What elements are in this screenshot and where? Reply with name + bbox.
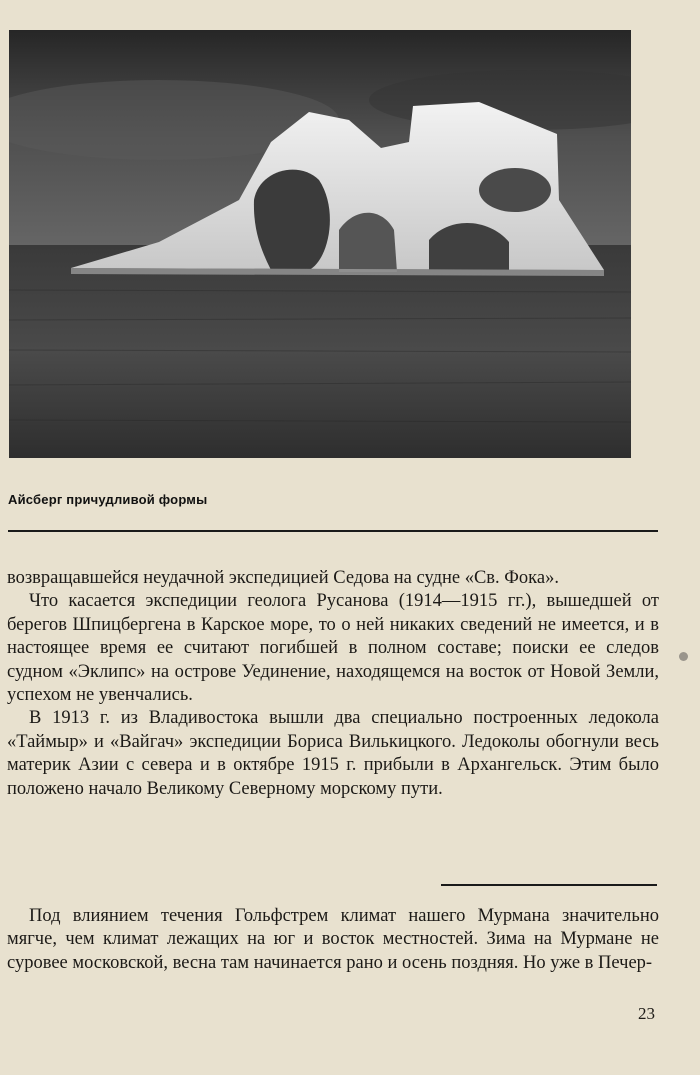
paragraph-3: В 1913 г. из Владивостока вышли два специально построенных ледокола «Таймыр» и «Вайгач» экспедиции Бориса Вилькицкого. Ледоколы обогнули весь материк Азии с севера и в октябре 1915 г. прибыли в Архангельск. Этим было положено начало Великому Северному морскому пути. <box>7 708 659 799</box>
margin-mark <box>679 652 688 661</box>
iceberg-photo <box>9 30 631 458</box>
iceberg-image <box>9 30 631 458</box>
body-text-bottom <box>7 905 659 975</box>
divider-rule <box>8 530 658 532</box>
paragraph-2: Что касается экспедиции геолога Русанова (1914—1915 гг.), вышедшей от берегов Шпицбергена в Карское море, то о ней никаких сведений не имеется, и в настоящее время ее считают погибшей в полном составе; поиски ее следов судном «Эклипс» на острове Уединение, находящемся на восток от Новой Земли, успехом не увенчались. <box>7 591 659 706</box>
body-text-top <box>7 567 659 801</box>
page-number: 23 <box>638 1004 655 1023</box>
paragraph-1: возвращавшейся неудачной экспедицией Седова на судне «Св. Фока». <box>7 568 559 588</box>
figure-caption: Айсберг причудливой формы <box>8 492 208 507</box>
paragraph-4: Под влиянием течения Гольфстрем климат нашего Мурмана значительно мягче, чем климат лежащих на юг и восток местностей. Зима на Мурмане не суровее московской, весна там начинается рано и осень поздняя. Но уже в Печер- <box>7 906 659 973</box>
section-rule <box>441 884 657 886</box>
